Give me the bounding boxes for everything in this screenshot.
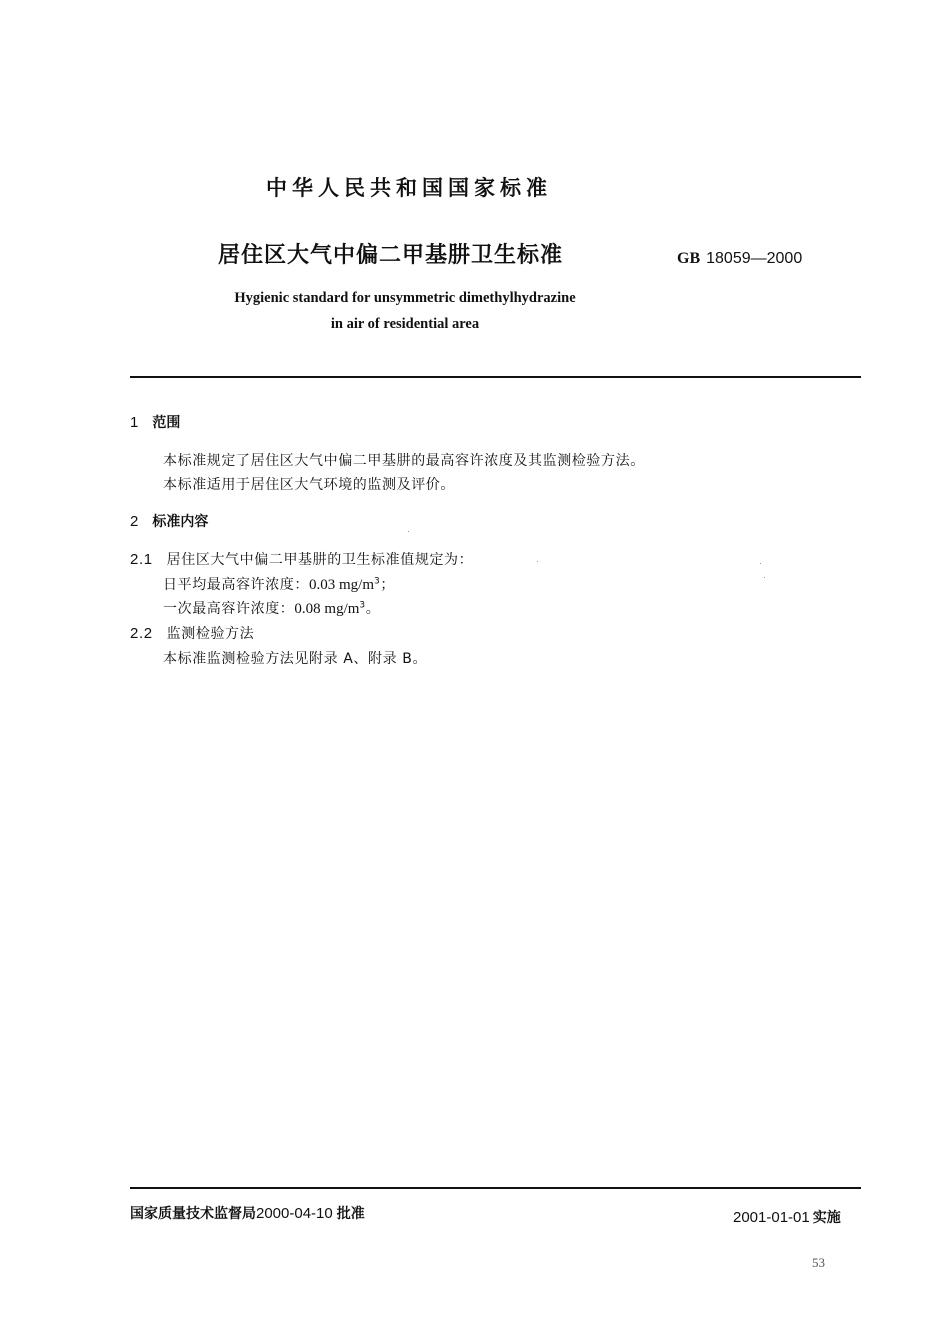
unit-superscript: 3	[374, 576, 381, 587]
standard-title-en-line2: in air of residential area	[330, 316, 480, 332]
section-number: 2	[130, 513, 139, 530]
scan-speck	[764, 577, 765, 578]
section-number: 1	[130, 414, 139, 431]
subsection-number: 2.2	[130, 625, 153, 642]
standard-title-cn: 居住区大气中偏二甲基肼卫生标准	[218, 243, 564, 268]
footer-rule	[130, 1187, 861, 1189]
scan-speck	[537, 561, 538, 562]
once-limit-label: 一次最高容许浓度：	[163, 601, 295, 617]
scope-paragraph-1: 本标准规定了居住区大气中偏二甲基肼的最高容许浓度及其监测检验方法。	[163, 453, 645, 469]
daily-limit-value: 0.03 mg/m	[309, 577, 375, 593]
approval-line	[130, 1203, 365, 1223]
single-max-limit	[163, 598, 380, 618]
standard-prefix: GB	[677, 250, 701, 267]
subsection-2-1-heading	[130, 549, 473, 569]
punctuation: ；	[380, 577, 395, 593]
subsection-2-2-heading	[130, 623, 254, 643]
unit-superscript: 3	[359, 600, 366, 611]
scope-paragraph-2: 本标准适用于居住区大气环境的监测及评价。	[163, 477, 455, 493]
section-title: 标准内容	[152, 514, 209, 530]
implementation-date: 2001-01-01	[733, 1209, 810, 1226]
approval-date: 2000-04-10	[256, 1205, 333, 1222]
section-2-heading	[130, 511, 208, 531]
issuer: 国家质量技术监督局	[130, 1206, 256, 1222]
standard-code: 18059—2000	[706, 250, 803, 267]
daily-average-limit	[163, 574, 395, 594]
section-1-heading	[130, 412, 180, 432]
header-rule	[130, 376, 861, 378]
subsection-number: 2.1	[130, 551, 153, 568]
section-title: 范围	[152, 415, 181, 431]
page-number: 53	[812, 1255, 825, 1270]
national-standard-heading: 中华人民共和国国家标准	[266, 176, 552, 200]
scan-speck	[760, 563, 761, 564]
subsection-title: 监测检验方法	[166, 626, 255, 642]
approval-label: 批准	[336, 1206, 365, 1222]
implementation-label: 实施	[812, 1210, 841, 1226]
subsection-title: 居住区大气中偏二甲基肼的卫生标准值规定为：	[166, 552, 474, 568]
monitoring-method-paragraph: 本标准监测检验方法见附录 A、附录 B。	[163, 651, 428, 667]
scan-speck	[408, 531, 409, 532]
standard-number	[677, 250, 802, 268]
punctuation: 。	[365, 601, 381, 617]
implementation-line	[733, 1207, 841, 1227]
once-limit-value: 0.08 mg/m	[294, 601, 360, 617]
standard-title-en-line1: Hygienic standard for unsymmetric dimethylhydrazine	[234, 290, 576, 306]
daily-limit-label: 日平均最高容许浓度：	[163, 577, 309, 593]
